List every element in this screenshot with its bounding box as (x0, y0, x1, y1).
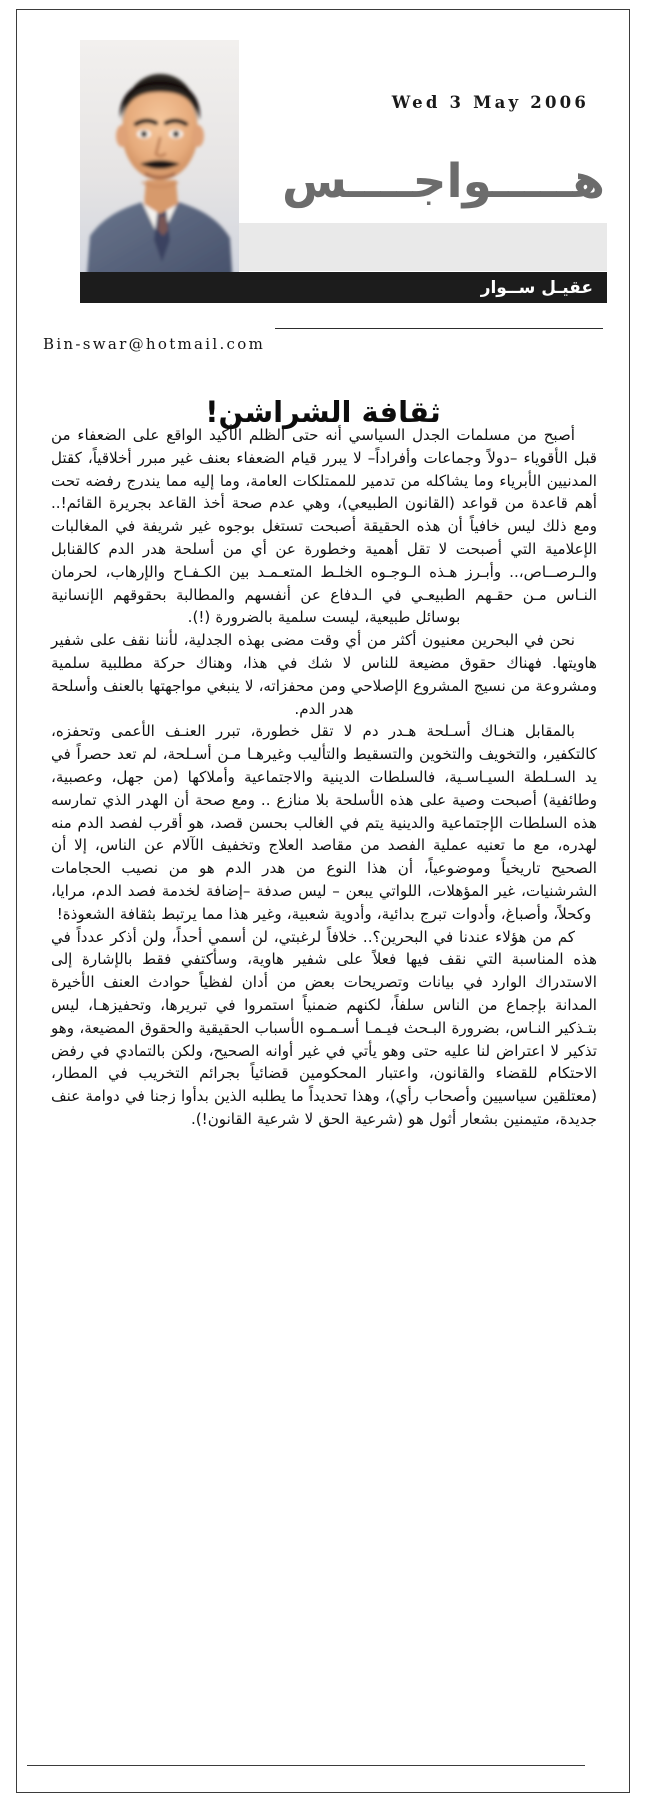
masthead (17, 10, 629, 310)
bottom-divider (27, 1765, 585, 1766)
article-paragraph: أصبح من مسلمات الجدل السياسي أنه حتى الظلم الأكيد الواقع على الضعفاء من قبل الأقوياء –دولاً وجماعات وأفراداً– لا يبرر قيام الضعفاء بعنف غير مبرر أخلاقياً، كقتل المدنيين الأبرياء وما يشاكله من تدمير للممتلكات العامة، وما إليه مما يندرج رفضه تحت أهم قاعدة من قواعد (القانون الطبيعي)، وهي عدم صحة أخذ القاعد بجريرة القائم!.. ومع ذلك ليس خافياً أن هذه الحقيقة أصبحت تستغل بوجوه غير شريفة في المغالبات الإعلامية التي أصبحت لا تقل أهمية وخطورة عن أي من أسلحة هدر الدم كالقنابل والـرصــاص،.. وأبـرز هـذه الـوجـوه الخلـط المتعـمـد بين الكـفـاح والإرهاب، لحرمان النـاس مـن حقـهم الطبيعـي في الـدفاع عن أنفسهم والمطالبة بحقوقهم الإنسانية بوسائل طبيعية، ليست سلمية بالضرورة (!). (51, 426, 597, 627)
email-divider (275, 328, 603, 329)
page-title: هـــــواجــــس (281, 154, 605, 209)
portrait-image (80, 40, 239, 286)
contact-block (43, 328, 603, 353)
author-portrait (80, 40, 239, 286)
article-paragraph: نحن في البحرين معنيون أكثر من أي وقت مضى بهذه الجدلية، لأننا نقف على شفير هاويتها. فهناك حقوق مضيعة للناس لا شك في هذا، وهناك حركة مطلبية سلمية ومشروعة من نسيج المشروع الإصلاحي ومن محفزاته، لا ينبغي مواجهتها بالعنف وأسلحة هدر الدم. (51, 631, 597, 718)
article-headline: ثقافة الشراشن! (205, 395, 441, 430)
byline-bar (80, 272, 607, 303)
article-body (51, 424, 597, 1131)
publication-date: Wed 3 May 2006 (391, 93, 589, 112)
author-name: عقيـل ســوار (480, 277, 593, 298)
article-paragraph: كم من هؤلاء عندنا في البحرين؟.. خلافاً لرغبتي، لن أسمي أحداً، ولن أذكر عدداً في هذه المناسبة التي نقف فيها فعلاً على شفير هاوية، وسأكتفي فقط بالإشارة إلى الاستدراك الوارد في بيانات وتصريحات بعض من أدان لفظياً حوادث العنف الأخيرة المدانة بإجماع من الناس سلفاً، لكنهم ضمنياً استمروا في تبريرها، وتحفيزهـا، ليس بتـذكير النـاس، بضرورة البـحث فيـمـا أسـمـوه الأسباب الحقيقية والحقوق المضيعة، وهو تذكير لا اعتراض لنا عليه حتى وهو يأتي في غير أوانه الصحيح، ولكن بالتمادي في رفض الاحتكام للقضاء والقانون، واعتبار المحكومين قضائياً بجرائم التخريب في المطار، (معتلقين سياسيين وأصحاب رأي)، وهذا تحديداً ما يطلبه الذين بدأوا زجنا في دوامة عنف جديدة، متيمنين بشعار أثول هو (شرعية الحق لا شرعية القانون!). (51, 927, 597, 1128)
page-content (17, 10, 629, 1792)
author-email[interactable]: Bin-swar@hotmail.com (43, 335, 266, 353)
masthead-grey-band (239, 223, 607, 271)
article-paragraph: بالمقابل هنـاك أسـلحة هـدر دم لا تقل خطورة، تبرر العنـف الأعمى وتحفزه، كالتكفير، والتخويف والتخوين والتسقيط والتأليب وغيرهـا مـن أسـلحة، لم تعد حصراً في يد السـلطة السيـاسـية، فالسلطات الدينية والاجتماعية وأملاكها (من جهل، وعصبية، وطائفية) أصبحت وصية على هذه الأسلحة بلا منازع .. ومع صحة أن الهدر الذي تمارسه هذه السلطات الإجتماعية والدينية يتم في الغالب بحسن قصد، هو أقرب لفصد الدم منه لهدره، مع ما تعنيه عملية الفصد من مقاصد العلاج وتخفيف الآلام عن الناس، إلا أن الصحيح تاريخياً وموضوعياً، أن هذا النوع من هدر الدم هو من نصيب الحجامات الشرشنيات، غير المؤهلات، اللواتي يبعن – ليس صدفة –إضافة لخدمة فصد الدم، مرايا، وكحلاً، وأصباغ، وأدوات تبرج بدائية، وأدوية شعبية، وغير هذا مما يرتبط بثقافة الشعوذة! (51, 722, 597, 923)
